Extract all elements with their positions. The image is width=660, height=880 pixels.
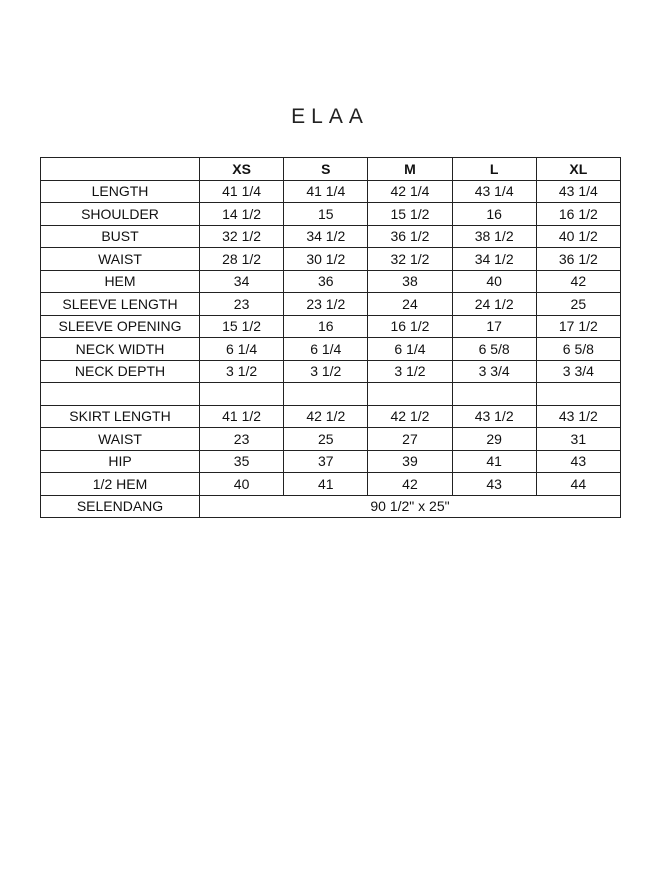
measurement-cell: 44 <box>536 473 620 496</box>
measurement-cell: 41 <box>452 450 536 473</box>
measurement-cell: 23 1/2 <box>284 293 368 316</box>
measurement-cell: 27 <box>368 428 452 451</box>
table-row <box>41 203 621 226</box>
row-label: NECK WIDTH <box>41 338 200 361</box>
table-row <box>41 338 621 361</box>
size-header-s: S <box>284 158 368 181</box>
measurement-cell: 42 1/2 <box>284 405 368 428</box>
row-label: NECK DEPTH <box>41 360 200 383</box>
size-header-l: L <box>452 158 536 181</box>
measurement-cell: 40 1/2 <box>536 225 620 248</box>
measurement-cell: 3 1/2 <box>200 360 284 383</box>
measurement-cell: 43 1/4 <box>536 180 620 203</box>
measurement-cell: 41 1/4 <box>200 180 284 203</box>
measurement-cell: 28 1/2 <box>200 248 284 271</box>
table-row <box>41 225 621 248</box>
measurement-cell: 37 <box>284 450 368 473</box>
measurement-cell: 3 3/4 <box>536 360 620 383</box>
measurement-cell: 38 <box>368 270 452 293</box>
table-row <box>41 270 621 293</box>
measurement-cell: 40 <box>200 473 284 496</box>
table-row <box>41 473 621 496</box>
measurement-cell: 15 1/2 <box>200 315 284 338</box>
selendang-section <box>41 495 621 518</box>
measurement-cell: 24 <box>368 293 452 316</box>
row-label: WAIST <box>41 428 200 451</box>
measurement-cell: 3 1/2 <box>284 360 368 383</box>
table-row <box>41 360 621 383</box>
measurement-cell: 16 <box>284 315 368 338</box>
measurement-cell: 3 3/4 <box>452 360 536 383</box>
measurement-cell: 29 <box>452 428 536 451</box>
row-label: SLEEVE LENGTH <box>41 293 200 316</box>
measurement-cell: 42 <box>536 270 620 293</box>
table-row <box>41 293 621 316</box>
row-label: 1/2 HEM <box>41 473 200 496</box>
measurement-cell: 16 <box>452 203 536 226</box>
measurement-cell: 6 1/4 <box>368 338 452 361</box>
measurement-cell: 41 1/4 <box>284 180 368 203</box>
selendang-row <box>41 495 621 518</box>
measurement-cell: 6 5/8 <box>452 338 536 361</box>
measurement-cell: 25 <box>284 428 368 451</box>
measurement-cell: 43 <box>452 473 536 496</box>
spacer-row <box>41 383 621 406</box>
table-row <box>41 315 621 338</box>
row-label: WAIST <box>41 248 200 271</box>
measurement-cell: 15 <box>284 203 368 226</box>
measurement-cell: 42 1/2 <box>368 405 452 428</box>
row-label: SHOULDER <box>41 203 200 226</box>
measurement-cell: 41 <box>284 473 368 496</box>
measurement-cell: 15 1/2 <box>368 203 452 226</box>
measurement-cell: 35 <box>200 450 284 473</box>
measurement-cell: 25 <box>536 293 620 316</box>
measurement-cell: 43 <box>536 450 620 473</box>
measurement-cell: 16 1/2 <box>368 315 452 338</box>
top-measurements <box>41 180 621 383</box>
measurement-cell: 41 1/2 <box>200 405 284 428</box>
measurement-cell: 14 1/2 <box>200 203 284 226</box>
row-label: SELENDANG <box>41 495 200 518</box>
measurement-cell: 34 <box>200 270 284 293</box>
row-label: BUST <box>41 225 200 248</box>
row-label: SKIRT LENGTH <box>41 405 200 428</box>
table-row <box>41 450 621 473</box>
table-row <box>41 248 621 271</box>
measurement-cell: 17 <box>452 315 536 338</box>
measurement-cell: 38 1/2 <box>452 225 536 248</box>
row-label: HEM <box>41 270 200 293</box>
measurement-cell: 36 1/2 <box>536 248 620 271</box>
size-header-xl: XL <box>536 158 620 181</box>
measurement-cell: 36 1/2 <box>368 225 452 248</box>
row-label: LENGTH <box>41 180 200 203</box>
selendang-value: 90 1/2" x 25" <box>200 495 621 518</box>
measurement-cell: 34 1/2 <box>452 248 536 271</box>
measurement-cell: 32 1/2 <box>368 248 452 271</box>
row-label: SLEEVE OPENING <box>41 315 200 338</box>
measurement-cell: 42 <box>368 473 452 496</box>
size-header-xs: XS <box>200 158 284 181</box>
header-corner-cell <box>41 158 200 181</box>
brand-title: ELAA <box>291 105 369 128</box>
measurement-cell: 3 1/2 <box>368 360 452 383</box>
measurement-cell: 24 1/2 <box>452 293 536 316</box>
measurement-cell: 34 1/2 <box>284 225 368 248</box>
measurement-cell: 30 1/2 <box>284 248 368 271</box>
measurement-cell: 32 1/2 <box>200 225 284 248</box>
skirt-measurements <box>41 405 621 495</box>
measurement-cell: 42 1/4 <box>368 180 452 203</box>
measurement-cell: 23 <box>200 428 284 451</box>
measurement-cell: 40 <box>452 270 536 293</box>
size-header-row <box>41 158 621 181</box>
measurement-cell: 6 1/4 <box>284 338 368 361</box>
measurement-cell: 39 <box>368 450 452 473</box>
measurement-cell: 43 1/4 <box>452 180 536 203</box>
measurement-cell: 43 1/2 <box>452 405 536 428</box>
table-row <box>41 428 621 451</box>
measurement-cell: 17 1/2 <box>536 315 620 338</box>
table-row <box>41 180 621 203</box>
measurement-cell: 16 1/2 <box>536 203 620 226</box>
size-chart-table <box>40 157 621 518</box>
measurement-cell: 6 1/4 <box>200 338 284 361</box>
measurement-cell: 43 1/2 <box>536 405 620 428</box>
measurement-cell: 6 5/8 <box>536 338 620 361</box>
measurement-cell: 23 <box>200 293 284 316</box>
size-header-m: M <box>368 158 452 181</box>
measurement-cell: 31 <box>536 428 620 451</box>
row-label: HIP <box>41 450 200 473</box>
measurement-cell: 36 <box>284 270 368 293</box>
spacer-section <box>41 383 621 406</box>
table-row <box>41 405 621 428</box>
